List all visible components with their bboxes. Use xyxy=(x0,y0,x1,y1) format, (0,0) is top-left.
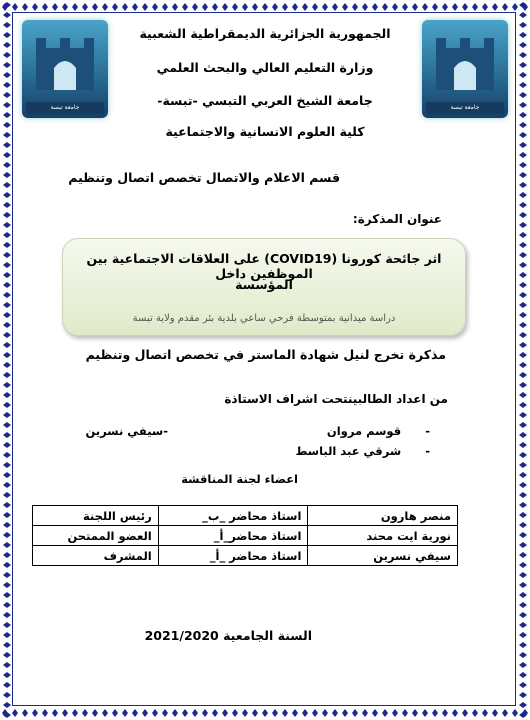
jury-name-cell: منصر هارون xyxy=(308,506,458,526)
jury-heading: اعضاء لجنة المناقشة xyxy=(181,472,298,486)
jury-table xyxy=(32,505,458,566)
degree-statement: مذكرة تخرج لنيل شهادة الماستر في تخصص اتصال وتنظيم xyxy=(85,347,446,362)
logo-caption: جامعة تبسة xyxy=(26,102,104,114)
student-2 xyxy=(295,444,430,458)
student-1 xyxy=(327,424,430,438)
jury-role-cell: العضو الممتحن xyxy=(33,526,159,546)
list-dash: - xyxy=(425,424,430,438)
jury-role-cell: المشرف xyxy=(33,546,159,566)
memo-title-line2: المؤسسة xyxy=(235,277,293,292)
supervisor xyxy=(85,424,168,438)
jury-rank-cell: استاذ محاضر _أ_ xyxy=(158,546,308,566)
university-heading: جامعة الشيخ العربي التبسي -تبسة- xyxy=(157,93,373,108)
student-1-name: قوسم مروان xyxy=(326,424,402,438)
republic-heading: الجمهورية الجزائرية الديمقراطية الشعبية xyxy=(139,26,391,41)
jury-name-cell: سيفي نسرين xyxy=(308,546,458,566)
logo-caption: جامعة تبسة xyxy=(426,102,504,114)
decorative-border-right xyxy=(516,0,530,720)
table-row xyxy=(33,506,458,526)
memo-title-line1: اثر جائحة كورونا (COVID19) على العلاقات الاجتماعية بين الموظفين داخل xyxy=(86,251,442,281)
student-2-name: شرقي عبد الباسط xyxy=(295,444,402,458)
jury-rank-cell: استاذ محاضر _ب_ xyxy=(158,506,308,526)
list-dash: - xyxy=(163,424,168,438)
academic-year: السنة الجامعية 2021/2020 xyxy=(144,628,312,643)
jury-role-cell: رئيس اللجنة xyxy=(33,506,159,526)
table-row xyxy=(33,546,458,566)
memo-subtitle: دراسة ميدانية بمتوسطة فرحي ساعي بلدية بئر مقدم ولاية تبسة xyxy=(132,313,396,324)
authors-heading: من اعداد الطالبينتحت اشراف الاستاذة xyxy=(224,392,448,406)
list-dash: - xyxy=(425,444,430,458)
memo-title-label: عنوان المذكرة: xyxy=(352,212,442,226)
faculty-heading: كلية العلوم الانسانية والاجتماعية xyxy=(165,124,365,139)
department-heading: قسم الاعلام والاتصال تخصص اتصال وتنظيم xyxy=(68,170,340,185)
memo-title-box xyxy=(62,238,466,336)
ministry-heading: وزارة التعليم العالي والبحث العلمي xyxy=(156,60,374,75)
decorative-border-bottom xyxy=(0,706,530,720)
jury-name-cell: نورية ايت محند xyxy=(308,526,458,546)
supervisor-name: سيفي نسرين xyxy=(85,424,164,438)
jury-rank-cell: استاذ محاضر_أ_ xyxy=(158,526,308,546)
table-row xyxy=(33,526,458,546)
